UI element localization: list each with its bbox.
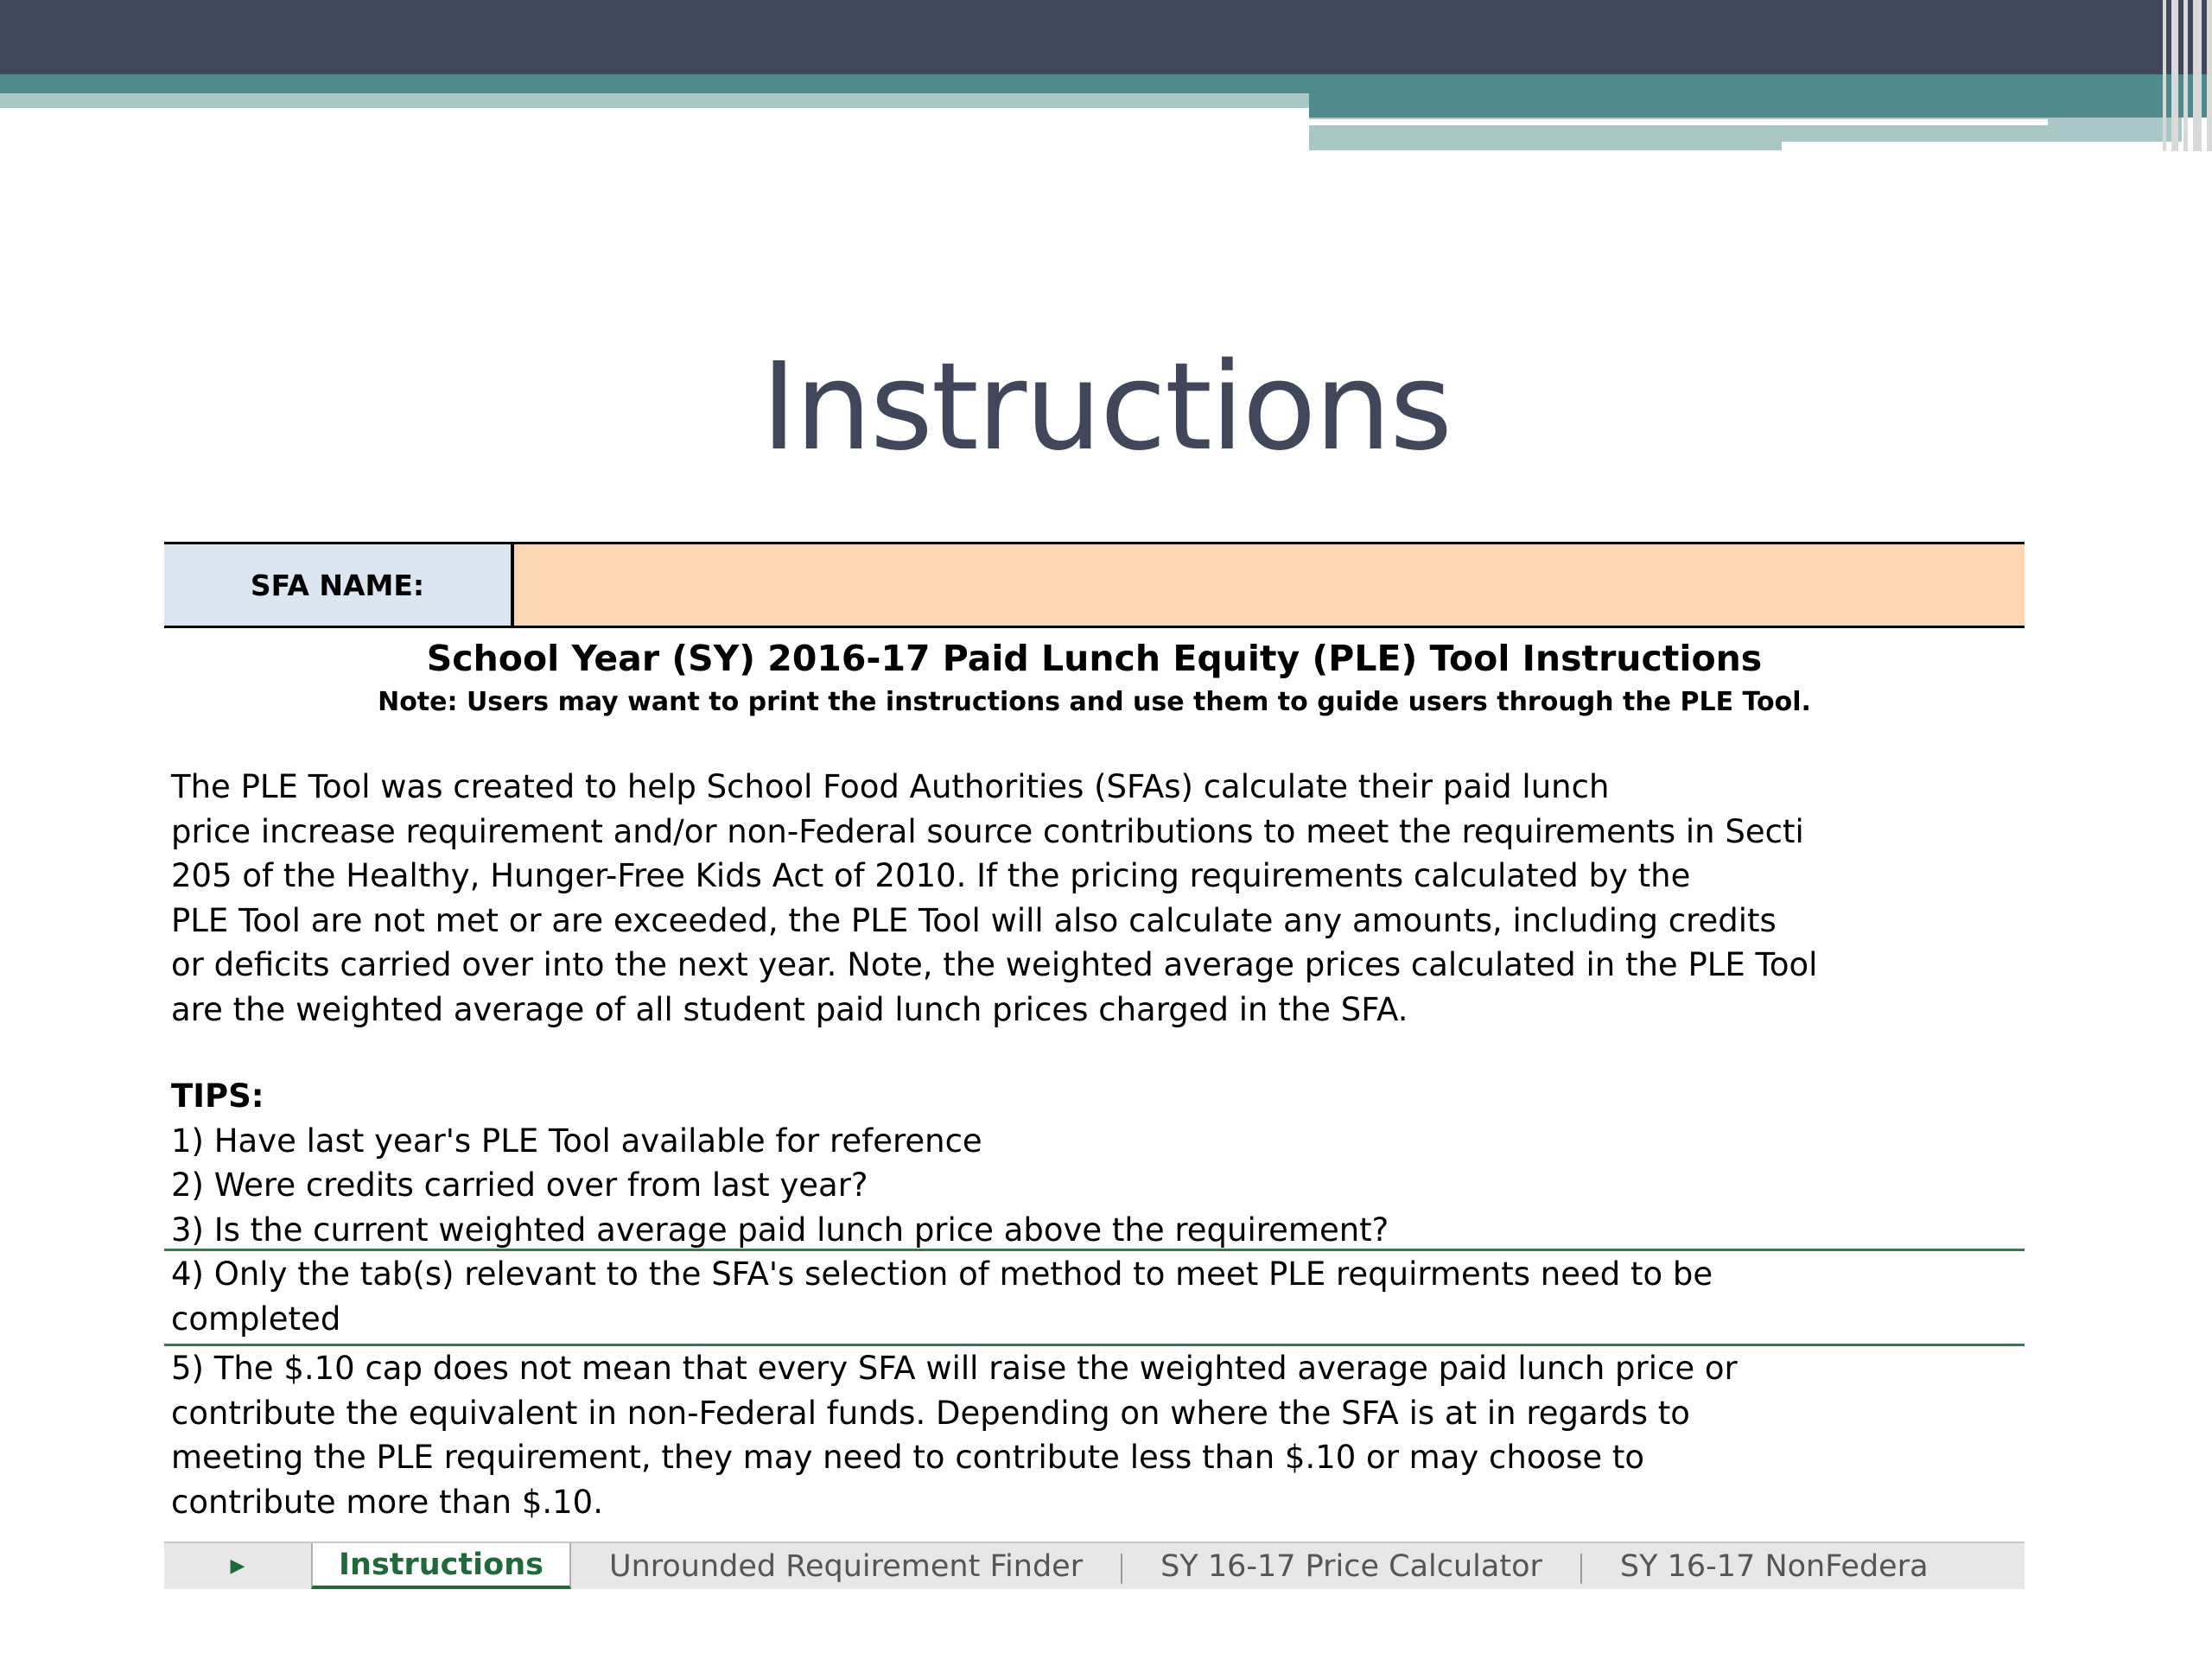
tip-line: meeting the PLE requirement, they may need to contribute less than $.10 or may choose to: [171, 1439, 1645, 1476]
intro-line: 205 of the Healthy, Hunger-Free Kids Act of 2010. If the pricing requirements calculated by the: [171, 857, 1691, 894]
sfa-name-input-cell[interactable]: [514, 544, 2024, 626]
sheet-title: School Year (SY) 2016-17 Paid Lunch Equity (PLE) Tool Instructions: [426, 638, 1763, 679]
sfa-name-row: [164, 542, 2024, 628]
tip-item-4: [171, 1252, 2024, 1341]
tip-line: completed: [171, 1300, 341, 1338]
intro-line: or deficits carried over into the next year. Note, the weighted average prices calculated in the PLE Tool: [171, 946, 1818, 983]
header-band-light-left: [0, 93, 1309, 108]
triangle-right-icon: ▶: [230, 1555, 245, 1577]
sheet-tab-bar: [164, 1541, 2024, 1589]
header-band-dark: [0, 0, 2212, 74]
intro-line: are the weighted average of all student paid lunch prices charged in the SFA.: [171, 990, 1408, 1028]
tip-item: 3) Is the current weighted average paid lunch price above the requirement?: [171, 1211, 1389, 1249]
intro-line: PLE Tool are not met or are exceeded, the PLE Tool will also calculate any amounts, including credits: [171, 901, 1777, 939]
sheet-note: Note: Users may want to print the instructions and use them to guide users through the PLE Tool.: [378, 687, 1811, 717]
sfa-name-label: SFA NAME:: [164, 544, 514, 626]
intro-line: price increase requirement and/or non-Federal source contributions to meet the requirements in Secti: [171, 812, 1804, 850]
cell-border-green: [164, 1249, 2024, 1251]
header-white-line: [1309, 119, 2048, 125]
tip-line: contribute more than $.10.: [171, 1483, 603, 1521]
header-band-teal: [0, 74, 2212, 93]
slide-title: Instructions: [760, 337, 1452, 478]
tip-item: 1) Have last year's PLE Tool available for reference: [171, 1122, 982, 1160]
tip-line: 5) The $.10 cap does not mean that every SFA will raise the weighted average paid lunch price or: [171, 1350, 1738, 1387]
tab-unrounded-requirement-finder[interactable]: Unrounded Requirement Finder: [608, 1548, 1084, 1584]
tab-instructions[interactable]: Instructions: [311, 1543, 571, 1589]
tab-nonfederal[interactable]: SY 16-17 NonFedera: [1619, 1548, 1929, 1584]
tip-item-5: [171, 1346, 2024, 1524]
header-white-line-2: [1782, 142, 2182, 150]
header-band-teal-right: [1309, 93, 2212, 118]
header-right-stripes: [2152, 0, 2212, 151]
intro-paragraph: [171, 765, 2024, 1032]
tips-heading: TIPS:: [171, 1077, 264, 1115]
tip-line: contribute the equivalent in non-Federal funds. Depending on where the SFA is at in regards to: [171, 1394, 1690, 1432]
intro-line: The PLE Tool was created to help School Food Authorities (SFAs) calculate their paid lunch: [171, 768, 1610, 805]
tip-line: 4) Only the tab(s) relevant to the SFA's selection of method to meet PLE requirments need to be: [171, 1255, 1713, 1293]
tip-item: 2) Were credits carried over from last year?: [171, 1166, 868, 1204]
tab-scroll-right-button[interactable]: [164, 1543, 311, 1589]
tab-price-calculator[interactable]: SY 16-17 Price Calculator: [1160, 1548, 1542, 1584]
tips-list: [171, 1074, 2024, 1252]
spreadsheet-screenshot: [164, 542, 2024, 1589]
